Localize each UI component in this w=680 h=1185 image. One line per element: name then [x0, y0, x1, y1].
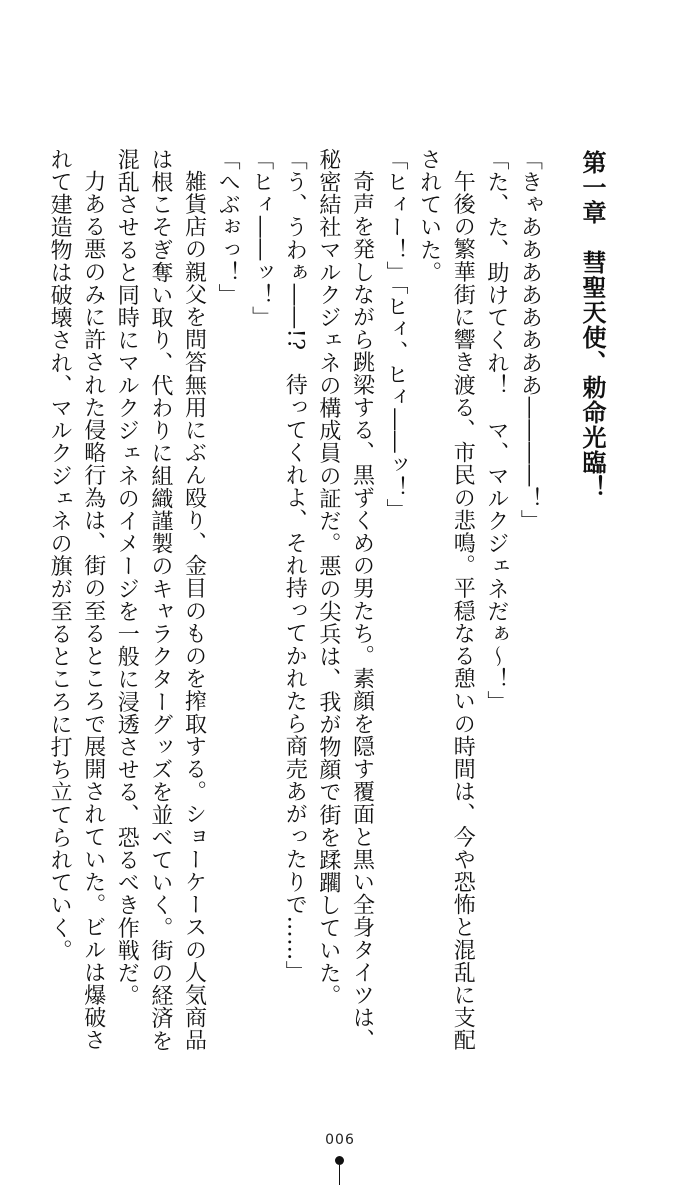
footer-dot-ornament: [335, 1156, 344, 1165]
text-line: 「ヒィー！」「ヒィ、ヒィ――ッ！」: [383, 148, 409, 522]
chapter-title: 第一章 彗聖天使、勅命光臨！: [578, 150, 606, 500]
text-line: されていた。: [416, 148, 442, 284]
page-footer: [0, 1132, 680, 1185]
text-line: 「た、た、助けてくれ！ マ、マルクジェネだぁ～！」: [483, 148, 509, 713]
text-line: 奇声を発しながら跳梁する、黒ずくめの男たち。素顔を隠す覆面と黒い全身タイツは、: [349, 170, 375, 1052]
text-line: は根こそぎ奪い取り、代わりに組織謹製のキャラクターグッズを並べていく。街の経済を: [147, 148, 173, 1052]
vertical-text-block: [43, 148, 609, 1148]
text-line: 混乱させると同時にマルクジェネのイメージを一般に浸透させる、恐るべき作戦だ。: [114, 148, 140, 1007]
text-line: 「きゃああああああああ――――！」: [517, 148, 543, 533]
text-line: 「ヒィ――ッ！」: [248, 148, 274, 329]
text-line: 雑貨店の親父を問答無用にぶん殴り、金目のものを搾取する。ショーケースの人気商品: [181, 170, 207, 1052]
text-line: 午後の繁華街に響き渡る、市民の悲鳴。平穏なる憩いの時間は、今や恐怖と混乱に支配: [450, 170, 476, 1052]
text-line: れて建造物は破壊され、マルクジェネの旗が至るところに打ち立てられていく。: [47, 148, 73, 962]
text-line: 「う、うわぁ――!? 待ってくれよ、それ持ってかれたら商売あがったりで……」: [282, 148, 308, 984]
text-line: 秘密結社マルクジェネの構成員の証だ。悪の尖兵は、我が物顔で街を蹂躙していた。: [315, 148, 341, 1007]
page-number: 006: [325, 1132, 355, 1148]
text-line: 「へぶぉっ！」: [215, 148, 241, 307]
footer-rule-ornament: [339, 1165, 340, 1185]
text-line: 力ある悪のみに許された侵略行為は、街の至るところで展開されていた。ビルは爆破さ: [80, 170, 106, 1052]
